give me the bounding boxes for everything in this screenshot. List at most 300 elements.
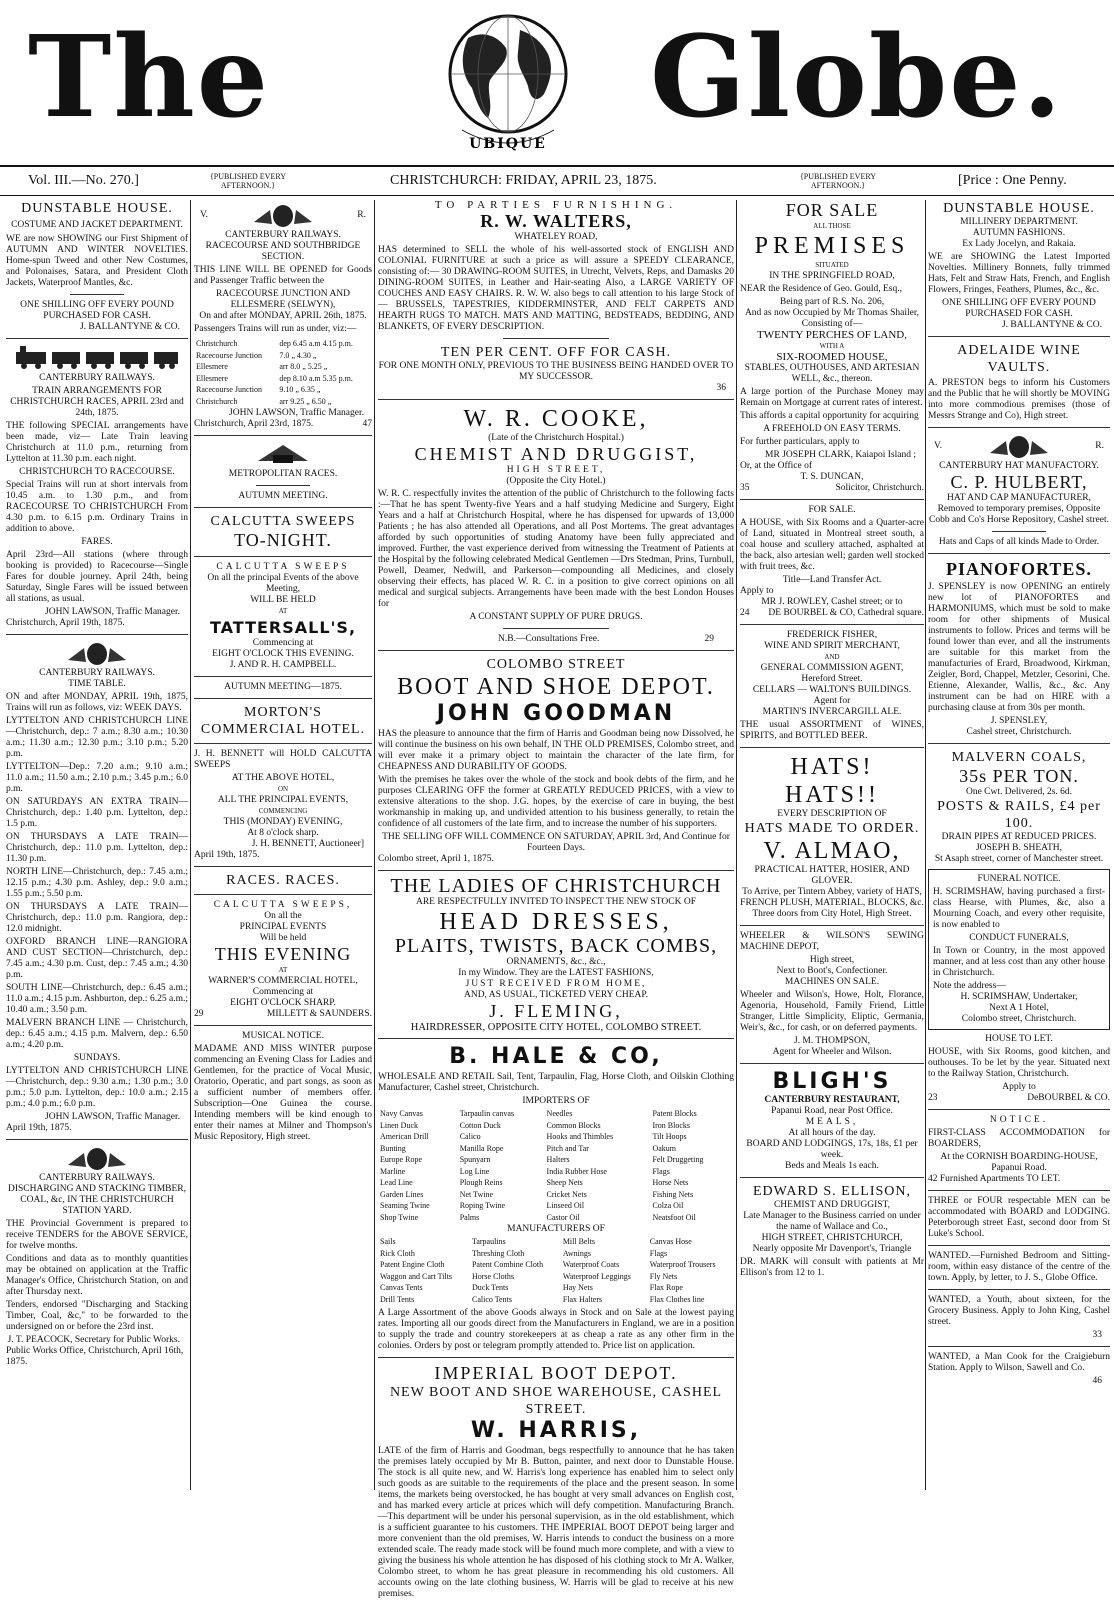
ad-title: JOHN GOODMAN	[436, 701, 676, 726]
table-cell: Waterproof Leggings	[562, 1271, 631, 1281]
ad-text: ALL THE PRINCIPAL EVENTS,	[217, 795, 349, 805]
ad-body: NEAR the Residence of Geo. Gould, Esq.,	[740, 284, 902, 294]
divider	[378, 650, 734, 651]
ad-text: Cashel street, Christchurch.	[966, 727, 1072, 737]
ad-text: A FREEHOLD ON EASY TERMS.	[763, 424, 901, 434]
table-row	[380, 1213, 732, 1223]
ad-text: Title—Land Transfer Act.	[782, 575, 882, 585]
time: dep 6.45 a.m 4.15 p.m.	[279, 339, 353, 348]
ad-body: In Town or Country, in the most appoved manner, and at less cost than any other house in Christchurch.	[933, 946, 1105, 978]
masthead-title-right: Globe.	[650, 12, 1064, 143]
ad-text: IN THE SPRINGFIELD ROAD,	[769, 271, 895, 281]
table-cell: Patent Combine Cloth	[471, 1260, 544, 1269]
divider	[928, 1346, 1110, 1347]
ad-title: FUNERAL NOTICE.	[977, 874, 1061, 884]
ad-title: FOR SALE.	[808, 505, 856, 515]
divider	[70, 294, 125, 295]
timetable-line: ON THURSDAYS A LATE TRAIN—Christchurch, dep.: 11.0 p.m. Lyttelton, dep.: 11.30 p.m.	[6, 832, 188, 864]
timetable-line: SOUTH LINE—Christchurch, dep.: 6.45 a.m.; 11.0 a.m.; 4.15 p.m. Ashburton, dep.: 6.25 a.m.; 10.40 a.m.; 3.50 p.m.	[6, 983, 188, 1015]
ad-text: WHATELEY ROAD,	[514, 232, 598, 242]
ad-text: CHEMIST AND DRUGGIST,	[773, 1200, 891, 1210]
ad-heading: CHRISTCHURCH TO RACECOURSE.	[19, 467, 175, 477]
time: 7.0 „ 4.30 „	[279, 350, 317, 360]
divider	[194, 507, 372, 508]
ad-body: MADAME AND MISS WINTER purpose commencing an Evening Class for Ladies and Gentlemen, for the practice of Vocal Music, Oratorio, Operatic, and part songs, as soon as a sufficient number of members offer. Subscription—One Guinea the course. Intending members will be kind enough to enter their names at Milner and Thompson's Music Repository, High street.	[194, 1044, 372, 1142]
ad-text: To Arrive, per Tintern Abbey, variety of HATS, FRENCH PLUSH, MATERIAL, BLOCKS, &c.	[740, 887, 924, 908]
ad-body: THE following SPECIAL arrangements have been made, viz— Late Train leaving Christchurch at 11.0 p.m., returning from Lyttelton at 11.30 p.m. each night.	[6, 421, 188, 464]
table-row	[380, 1155, 732, 1165]
ad-text: THIS (MONDAY) EVENING,	[223, 817, 343, 827]
table-row	[380, 1260, 732, 1270]
ad-subtitle: TIME TABLE.	[68, 679, 126, 689]
ad-signature: H. SCRIMSHAW, Undertaker,	[960, 992, 1078, 1002]
ad-body: FIRST-CLASS ACCOMMODATION for BOARDERS,	[928, 1128, 1110, 1149]
divider	[740, 747, 924, 748]
ad-text: EVERY DESCRIPTION OF	[777, 809, 887, 819]
divider	[503, 628, 610, 629]
ad-text: BOARD AND LODGINGS, 17s, 18s, £1 per week.	[746, 1139, 918, 1160]
divider	[928, 1190, 1110, 1191]
table-row	[380, 1178, 732, 1188]
published-left: {PUBLISHED EVERY AFTERNOON.}	[209, 172, 287, 190]
table-row	[380, 1283, 732, 1293]
table-cell: Flax Halters	[562, 1294, 603, 1304]
table-row	[380, 1295, 732, 1305]
divider	[928, 1289, 1110, 1290]
ad-signature: J. SPENSLEY,	[990, 716, 1048, 726]
timetable-line: SUNDAYS.	[73, 1053, 121, 1063]
ad-footer	[194, 419, 372, 430]
column-5	[928, 200, 1110, 1492]
ad-text: AND	[824, 653, 840, 661]
timetable-line: NORTH LINE—Christchurch, dep.: 7.45 a.m.; 12.15 p.m.; 4.30 p.m. Ashley, dep.: 9.0 a.m.; 1.55 p.m.; 5.50 p.m.	[6, 867, 188, 899]
ad-subtitle: TRAIN ARRANGEMENTS FOR CHRISTCHURCH RACES, APRIL 23rd and 24th, 1875.	[10, 386, 184, 418]
table-cell: Hooks and Thimbles	[546, 1132, 614, 1141]
timetable-line: ON THURSDAYS A LATE TRAIN—Christchurch, dep.: 11.0 p.m. Rangiora, dep.: 12.0 midnight.	[6, 902, 188, 934]
ad-body: WANTED.—Furnished Bedroom and Sitting-room, within easy distance of the centre of the town. Apply, by letter, to J. S., Globe Office.	[928, 1251, 1110, 1283]
table-cell: Neatsfoot Oil	[652, 1212, 696, 1222]
table-cell: Rick Cloth	[380, 1248, 415, 1258]
divider	[194, 435, 372, 436]
ad-date: April 19th, 1875.	[6, 1123, 72, 1133]
ad-text: Late Manager to the Business carried on under the name of Wallace and Co.,	[743, 1211, 921, 1232]
ad-text: Agent for	[813, 696, 851, 706]
ad-body: DR. MARK will consult with patients at Mr Ellison's from 12 to 1.	[740, 1257, 924, 1278]
table-row	[196, 351, 370, 361]
ad-title: COMMERCIAL HOTEL.	[200, 722, 366, 737]
divider	[194, 698, 372, 699]
ad-heading: TWENTY PERCHES OF LAND,	[757, 329, 907, 341]
divider	[928, 1245, 1110, 1246]
racecourse-crest-icon	[248, 441, 318, 467]
ad-subtitle: RACECOURSE AND SOUTHBRIDGE SECTION.	[205, 241, 361, 262]
ad-text: PRACTICAL HATTER, HOSIER, AND GLOVER.	[754, 865, 910, 886]
ad-text: High street,	[809, 955, 855, 965]
place-date: CHRISTCHURCH: FRIDAY, APRIL 23, 1875.	[390, 173, 657, 188]
ad-title: BOOT AND SHOE DEPOT.	[397, 674, 715, 700]
ad-text: HAT AND CAP MANUFACTURER,	[947, 493, 1091, 503]
table-cell: Pitch and Tar	[546, 1143, 589, 1153]
ad-body: WHEELER & WILSON'S SEWING MACHINE DEPOT,	[740, 931, 924, 952]
timetable	[194, 337, 372, 408]
table-cell: Shop Twine	[380, 1212, 419, 1222]
ad-text: N.B.—Consultations Free.	[498, 634, 600, 644]
divider	[378, 870, 734, 871]
table-cell: Garden Lines	[380, 1189, 424, 1199]
table-cell: Patent Engine Cloth	[380, 1260, 445, 1269]
ad-signature: DE BOURBEL & CO, Cathedral square.	[768, 608, 924, 618]
divider	[6, 338, 188, 339]
royal-crest-icon	[62, 1145, 132, 1171]
table-cell: Tarpaulin canvas	[459, 1109, 515, 1118]
ad-date: Christchurch, April 23rd, 1875.	[194, 419, 314, 429]
ad-body: HOUSE, with Six Rooms, good kitchen, and outhouses. To be let by the year. Situated next to the Railway Station, Christchurch.	[928, 1047, 1110, 1079]
table-row	[196, 374, 370, 384]
ad-number: 33	[1092, 1330, 1102, 1340]
royal-crest-icon	[248, 202, 318, 228]
ad-footer	[378, 634, 734, 645]
crest-letter: R.	[1095, 441, 1104, 451]
ad-title: FOR SALE	[785, 200, 879, 220]
ad-text: (Opposite the City Hotel.)	[506, 476, 606, 486]
column-rule	[374, 200, 375, 1490]
ad-heading: SIX-ROOMED HOUSE,	[776, 351, 888, 363]
ad-heading: MACHINES ON SALE.	[784, 977, 880, 987]
table-cell: Calico	[459, 1132, 481, 1141]
ad-title: IMPERIAL BOOT DEPOT.	[434, 1363, 678, 1383]
ad-title: CANTERBURY RAILWAYS.	[39, 1173, 155, 1183]
ad-text: AT THE ABOVE HOTEL,	[231, 773, 335, 783]
ad-body: Tenders, endorsed "Discharging and Stacking Timber, Coal, &c," to be forwarded to the undersigned on or before the 23rd inst.	[6, 1300, 188, 1332]
table-cell: Drill Tents	[380, 1294, 415, 1304]
timetable-line: ON SATURDAYS AN EXTRA TRAIN—Christchurch, dep.: 1.40 p.m. Lyttelton, dep.: 1.5 p.m.	[6, 797, 188, 829]
ad-footer	[928, 1093, 1110, 1104]
ad-body: THREE or FOUR respectable MEN can be accommodated with BOARD and LODGING. Peterborough street East, second door from St Luke's School.	[928, 1196, 1110, 1239]
ad-text: Being part of R.S. No. 206,	[779, 297, 885, 307]
globe-motto: UBIQUE	[469, 136, 547, 152]
ad-title: THIS EVENING	[214, 944, 352, 964]
volume-number: Vol. III.—No. 270.]	[28, 173, 139, 188]
ad-title: FREDERICK FISHER,	[786, 630, 878, 640]
table-cell: Net Twine	[459, 1189, 493, 1199]
ad-footer	[194, 1009, 372, 1020]
table-cell: Flax Clothes line	[649, 1294, 705, 1304]
ad-heading: CONDUCT FUNERALS,	[969, 933, 1069, 943]
importers-table	[378, 1107, 734, 1224]
divider	[503, 338, 610, 339]
divider	[740, 624, 924, 625]
table-cell: Waterproof Coats	[562, 1260, 620, 1269]
divider	[256, 485, 309, 486]
ad-heading: CALCUTTA SWEEPS	[216, 562, 350, 572]
ad-text: WINE AND SPIRIT MERCHANT,	[764, 641, 900, 651]
ad-text: CELLARS — WALTON'S BUILDINGS.	[752, 685, 912, 695]
ad-date: April 19th, 1875.	[194, 850, 260, 860]
ad-text: At 8 o'clock sharp.	[247, 828, 319, 838]
ad-text: On all the	[264, 911, 302, 921]
ad-subtitle: AUTUMN FASHIONS.	[972, 228, 1066, 238]
ad-title: PIANOFORTES.	[946, 559, 1092, 579]
station: Christchurch	[196, 396, 238, 406]
table-cell: Duck Tents	[471, 1283, 509, 1292]
ad-text: Apply to	[740, 586, 774, 596]
ad-text: ALL THOSE	[813, 222, 851, 230]
ad-text: Hats and Caps of all kinds Made to Order.	[938, 537, 1100, 547]
ad-title: MORTON'S	[244, 705, 322, 720]
table-cell: Colza Oil	[652, 1201, 684, 1210]
crest-row	[194, 202, 372, 230]
ad-signature: JOHN LAWSON, Traffic Manager.	[45, 607, 180, 617]
table-cell: Bunting	[380, 1143, 406, 1153]
ad-heading: TEN PER CENT. OFF FOR CASH.	[440, 345, 672, 360]
ad-title: HEAD DRESSES,	[439, 909, 673, 935]
ad-subtitle: AUTUMN MEETING—1875.	[224, 682, 342, 692]
table-cell: Common Blocks	[546, 1120, 601, 1130]
divider	[194, 1025, 372, 1026]
ad-title: PLAITS, TWISTS, BACK COMBS,	[394, 935, 718, 957]
ad-body: This affords a capital opportunity for acquiring	[740, 411, 919, 421]
ad-text: Consisting of—	[801, 319, 863, 329]
table-cell: Felt Druggeting	[652, 1155, 704, 1164]
divider	[194, 866, 372, 867]
divider	[6, 1139, 188, 1140]
divider	[6, 634, 188, 635]
ad-number: 29	[704, 634, 714, 644]
ad-text: EIGHT O'CLOCK SHARP.	[230, 998, 336, 1008]
ad-title: HATS! HATS!!	[785, 754, 879, 808]
ad-signature: J. M. THOMPSON,	[793, 1036, 871, 1046]
ad-body: A. PRESTON begs to inform his Customers and the Public that he will shortly be MOVING into more commodious premises (those of Messrs Strange and Co), High street.	[928, 378, 1110, 421]
ad-text: Solicitor, Christchurch.	[835, 483, 924, 493]
ad-text: Agent for Wheeler and Wilson.	[772, 1047, 892, 1057]
table-cell: Needles	[546, 1109, 573, 1118]
station: Christchurch	[196, 339, 238, 348]
divider	[194, 676, 372, 677]
ad-body: ON and after MONDAY, APRIL 19th, 1875, Trains will run as follows, viz: WEEK DAYS.	[6, 692, 188, 713]
ad-text: In my Window. They are the LATEST FASHIONS,	[458, 968, 654, 978]
ad-text: Colombo street, Christchurch.	[961, 1014, 1077, 1024]
time: arr 8.0 „ 5.25 „	[279, 362, 328, 371]
table-cell: Flags	[649, 1248, 668, 1258]
ad-signature: J. BALLANTYNE & CO.	[79, 322, 180, 332]
ad-title: CHEMIST AND DRUGGIST,	[414, 444, 698, 464]
table-cell: Navy Canvas	[380, 1109, 423, 1118]
ad-title: TATTERSALL'S,	[209, 618, 357, 637]
table-cell: Palms	[459, 1212, 480, 1222]
royal-crest-icon	[984, 433, 1054, 459]
ad-text: AT	[278, 607, 288, 615]
ad-subtitle: MILLINERY DEPARTMENT.	[960, 217, 1078, 227]
ad-date: Public Works Office, Christchurch, April 16th, 1875.	[6, 1346, 184, 1367]
ad-body: W. R. C. respectfully invites the attention of the public of Christchurch to the following facts :—That he has spent Twenty-five Years and a half studying Medicine and Surgery, Eight Years and a half at Christchurch Hospital, where he has dispensed for upwards of 13,000 Patients ; he has also attended all Operations, and all Post Mortems. The great advantages afforded by such opportunities of studing Anatomy have been fully appreciated and improved. Further, the vast experience derived from witnessing the Treatment of Patients at the Hospital by the following celebrated Medical Gentlemen —Drs Stedman, Prins, Turnbull, Powell, Deamer, Nedwill, and Parkerson—compounding all Medicines, and closely observing their effects, has placed W. R. C. in a position to give correct opinions on all medical and surgical subjects. Arrangements have been made with the best London Houses for	[378, 489, 734, 609]
ad-title: CANTERBURY HAT MANUFACTORY.	[939, 461, 1099, 471]
column-2	[194, 200, 372, 1492]
ad-signature: JOHN LAWSON, Traffic Manager.	[229, 408, 364, 418]
ad-signature: J. H. BENNETT, Auctioneer]	[251, 839, 364, 849]
table-cell: Waggon and Cart Tilts	[380, 1271, 453, 1281]
ad-text: MARTIN'S INVERCARGILL ALE.	[762, 707, 902, 717]
column-1	[6, 200, 188, 1492]
price: [Price : One Penny.	[958, 173, 1067, 188]
table-row	[196, 362, 370, 372]
ad-title: TO-NIGHT.	[234, 530, 332, 550]
ad-heading: IMPORTERS OF	[522, 1096, 590, 1106]
ad-heading: 35s PER TON.	[959, 766, 1079, 786]
ad-text: Note the address—	[933, 981, 1006, 991]
ad-title: B. HALE & CO,	[449, 1044, 663, 1069]
ad-title: RACES. RACES.	[226, 873, 340, 888]
ad-text: Commencing at	[252, 638, 314, 648]
ad-text: ARE RESPECTFULLY INVITED TO INSPECT THE NEW STOCK OF	[415, 897, 697, 907]
ad-title: CANTERBURY RAILWAYS.	[39, 373, 155, 383]
divider	[194, 894, 372, 895]
column-4	[740, 200, 924, 1492]
ad-signature: DeBOURBEL & CO.	[1027, 1093, 1110, 1103]
ad-title: CANTERBURY RAILWAYS.	[39, 668, 155, 678]
ad-text: On and after MONDAY, APRIL 26th, 1875.	[199, 311, 367, 321]
table-row	[196, 397, 370, 407]
ad-number: 23	[928, 1093, 938, 1103]
table-cell: Tilt Hoops	[652, 1132, 687, 1141]
divider	[378, 1038, 734, 1039]
ad-body: THIS LINE WILL BE OPENED for Goods and Passenger Traffic between the	[194, 265, 372, 286]
ad-signature: MR J. ROWLEY, Cashel street; or to	[761, 597, 903, 607]
ad-text: WILL BE HELD	[250, 595, 316, 605]
ad-text: FOR ONE MONTH ONLY, PREVIOUS TO THE BUSINESS BEING HANDED OVER TO MY SUCCESSOR.	[378, 361, 734, 382]
ad-text: Three doors from City Hotel, High Street.	[752, 909, 912, 919]
ad-title: ADELAIDE WINE VAULTS.	[957, 343, 1081, 375]
ad-body: A HOUSE, with Six Rooms and a Quarter-acre of Land, situated in Montreal street south, a coal house and scullery attached, asphalted at the back, also artesian well; garden well stocked with fruit trees, &c.	[740, 518, 924, 572]
masthead	[0, 0, 1114, 160]
divider	[194, 556, 372, 557]
ad-body: WHOLESALE AND RETAIL Sail, Tent, Tarpaulin, Flag, Horse Cloth, and Oilskin Clothing Manufacturer, Cashel street, Christchurch.	[378, 1072, 734, 1093]
ad-text: Next to Boot's, Confectioner.	[776, 966, 888, 976]
ad-text: EIGHT O'CLOCK THIS EVENING.	[212, 649, 354, 659]
ad-subtitle: AUTUMN MEETING.	[238, 491, 328, 501]
ad-signature: T. S. DUNCAN,	[800, 472, 864, 482]
station: Racecourse Junction	[196, 385, 262, 394]
ad-body: WANTED, a Man Cook for the Craigieburn Station. Apply to Wilson, Sawell and Co.	[928, 1352, 1110, 1373]
ad-signature: J. T. PEACOCK, Secretary for Public Works.	[7, 1335, 180, 1345]
ad-text: ONE SHILLING OFF EVERY POUND PURCHASED FOR CASH.	[20, 300, 174, 321]
published-right: {PUBLISHED EVERY AFTERNOON.}	[799, 172, 877, 190]
ad-text: At all hours of the day.	[788, 1128, 876, 1138]
column-3	[378, 199, 734, 1599]
ad-title: MALVERN COALS,	[951, 750, 1087, 765]
table-cell: Plough Reins	[459, 1178, 503, 1187]
divider	[928, 336, 1110, 337]
ad-text: WARNER'S COMMERCIAL HOTEL,	[208, 976, 358, 986]
ad-title: CALCUTTA SWEEPS	[210, 514, 356, 529]
ad-title: PREMISES	[754, 233, 910, 259]
ad-text: Hereford Street.	[801, 674, 863, 684]
ad-text: SITUATED	[815, 261, 849, 269]
table-row	[380, 1132, 732, 1142]
column-rule	[190, 200, 191, 1490]
ad-text: HAIRDRESSER, OPPOSITE CITY HOTEL, COLOMBO STREET.	[410, 1022, 702, 1033]
table-cell: Europe Rope	[380, 1155, 422, 1164]
ad-number: 35	[740, 483, 750, 493]
divider	[740, 925, 924, 926]
table-cell: Linseed Oil	[546, 1201, 585, 1210]
masthead-title-left: The	[28, 12, 271, 143]
ad-text: 42 Furnished Apartments TO LET.	[928, 1174, 1061, 1184]
table-cell: American Drill	[380, 1132, 429, 1141]
ad-text: Papanui Road, near Post Office.	[771, 1106, 893, 1116]
ad-text: ONE SHILLING OFF EVERY POUND PURCHASED FOR CASH.	[942, 298, 1096, 319]
ad-text: THE SELLING OFF WILL COMMENCE ON SATURDAY, APRIL 3rd, And Continue for Fourteen Days.	[382, 832, 730, 853]
ad-number: 24	[740, 608, 750, 618]
ad-title: BLIGH'S	[772, 1069, 892, 1094]
table-row	[380, 1190, 732, 1200]
ad-footer	[740, 483, 924, 494]
ad-text: Beds and Meals 1s each.	[785, 1161, 879, 1171]
timetable-line: LYTTELTON AND CHRISTCHURCH LINE—Christchurch, dep.: 7 a.m.; 8.30 a.m.; 10.30 a.m.; 11.30 a.m.; 12.30 p.m.; 3.10 p.m.; 5.20 p.m.	[6, 716, 188, 759]
divider	[740, 499, 924, 500]
table-cell: Fly Nets	[649, 1271, 678, 1281]
ad-body: A Large Assortment of the above Goods always in Stock and on Sale at the lowest paying rates. Importing all our goods direct from the Manufacturers in England, we are in a position to supply the trade and country storekeepers at as cheap a rate as any other firm in the colonies. Orders by post or telegram promptly attended to. Price list on application.	[378, 1308, 734, 1351]
table-cell: Canvas Tents	[380, 1283, 423, 1292]
timetable-line: OXFORD BRANCH LINE—RANGIORA AND CUST SECTION—Christchurch, dep.: 7.45 a.m.; 4.30 p.m. Cust, dep.: 7.45 a.m.; 4.30 p.m.	[6, 937, 188, 980]
ad-body: A large portion of the Purchase Money may Remain on Mortgage at current rates of interest.	[740, 387, 924, 408]
ad-title: C. P. HULBERT,	[950, 472, 1088, 492]
table-cell: Manilla Rope	[459, 1143, 504, 1153]
divider	[928, 553, 1110, 554]
ad-body: WE are now SHOWING our First Shipment of AUTUMN AND WINTER NOVELTIES. Home-spun Tweed and other New Costumes, and Polonaises, Satara, and President Cloth Jackets, Waterproof Mantles, &c.	[6, 234, 188, 288]
table-cell: Roping Twine	[459, 1201, 505, 1210]
table-cell: Marline	[380, 1166, 406, 1176]
table-row	[380, 1144, 732, 1154]
time: 9.10 „ 6.35 „	[279, 385, 321, 394]
ad-text: AND, AS USUAL, TICKETED VERY CHEAP.	[463, 990, 649, 1000]
ad-body: WE are SHOWING the Latest Imported Novelties. Millinery Bonnets, fully trimmed Hats, Felt and Straw Hats, French, and English Flowers, Fringes, Feathers, Plumes, &c., &c.	[928, 252, 1110, 295]
locomotive-icon	[12, 344, 182, 370]
table-row	[380, 1272, 732, 1282]
divider	[992, 531, 1047, 532]
table-row	[380, 1109, 732, 1119]
ad-text: St Asaph street, corner of Manchester street.	[934, 854, 1104, 864]
ad-title: EDWARD S. ELLISON,	[753, 1184, 911, 1199]
ad-heading: MANUFACTURERS OF	[507, 1224, 605, 1234]
ad-body: Wheeler and Wilson's, Howe, Holt, Florance, Agenoria, Household, Family Friend, Little Stranger, Little Simplicity, Eliptic, Germania, Weir's, &c., for cash, or on deferred payments.	[740, 990, 924, 1033]
ad-heading: HATS MADE TO ORDER.	[744, 821, 920, 836]
table-cell: Canvas Hose	[649, 1237, 692, 1246]
divider	[928, 1109, 1110, 1110]
ad-number: 29	[194, 1009, 204, 1019]
ad-body: April 23rd—All stations (where through booking is provided) to Racecourse—Single Fares for double journey. April 24th, being Saturday, Single Fares will be issued between all stations, as usual.	[6, 550, 188, 604]
ad-text: Passengers Trains will run as under, viz:—	[194, 324, 357, 334]
table-cell: Log Line	[459, 1166, 490, 1176]
ad-title: HOUSE TO LET.	[985, 1034, 1053, 1044]
ad-title: W. HARRIS,	[470, 1418, 642, 1443]
column-rule	[925, 200, 926, 1490]
ad-text: On all the principal Events of the above Meeting,	[207, 573, 359, 594]
ad-body: WANTED, a Youth, about sixteen, for the Grocery Business. Apply to John King, Cashel street.	[928, 1295, 1110, 1327]
ad-text: Ex Lady Jocelyn, and Rakaia.	[962, 239, 1076, 249]
divider	[740, 1177, 924, 1178]
ad-body: For further particulars, apply to	[740, 437, 860, 447]
table-row	[380, 1167, 732, 1177]
ad-heading: CANTERBURY RESTAURANT,	[764, 1095, 900, 1105]
station: Ellesmere	[196, 373, 228, 383]
ad-body: Conditions and data as to monthly quantities may be obtained on application at the Traffic Manager's Office, Christchurch Station, on and after Thursday next.	[6, 1254, 188, 1297]
ad-signature: MILLETT & SAUNDERS.	[266, 1009, 372, 1019]
table-cell: Linen Duck	[380, 1120, 418, 1130]
crest-row	[928, 433, 1110, 461]
table-cell: Hay Nets	[562, 1283, 593, 1292]
ad-title: COLOMBO STREET	[486, 657, 626, 672]
table-cell: Seaming Twine	[380, 1201, 430, 1210]
